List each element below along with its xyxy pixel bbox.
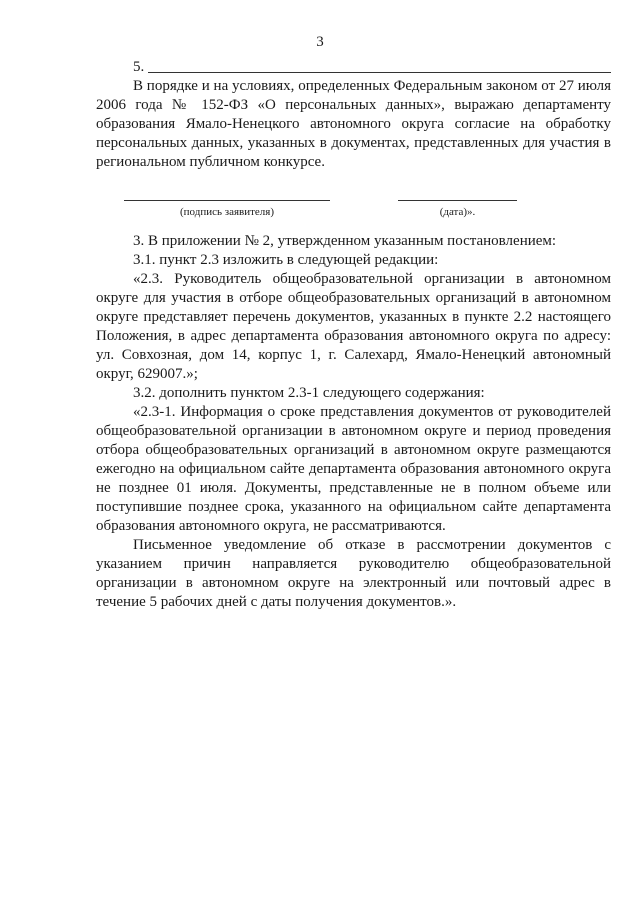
signature-caption: (подпись заявителя): [179, 206, 275, 218]
date-line: [398, 200, 517, 201]
consent-paragraph: В порядке и на условиях, определенных Федеральным законом от 27 июля 2006 года № 152-ФЗ «О персональных данных», выражаю департаменту образования Ямало-Ненецкого автономного округа согласие на обработку персональных данных, указанных в документах, представленных для участия в региональном публичном конкурсе.: [96, 78, 611, 170]
signature-block: [96, 184, 611, 224]
paragraph-3-1: 3.1. пункт 2.3 изложить в следующей редакции:: [133, 252, 439, 268]
paragraph-2-3-1-text: «2.3-1. Информация о сроке представления документов от руководителей общеобразовательной организации в автономном округе и период проведения отбора общеобразовательных организаций в автономном округе размещаются ежегодно на официальном сайте департамента образования автономного округа не позднее 01 июля. Документы, представленные не в полном объеме или поступившие позднее срока, указанного на официальном сайте департамента образования автономного округа, не рассматриваются.: [96, 404, 611, 534]
document-body: [96, 58, 611, 612]
paragraph-2-3-text: «2.3. Руководитель общеобразовательной организации в автономном округе для участия в отборе общеобразовательных организаций в автономном округе представляет перечень документов, указанных в пункте 2.2 настоящего Положения, в адрес департамента образования автономного округа по адресу: ул. Совхозная, дом 14, корпус 1, г. Салехард, Ямало-Ненецкий автономный округ, 629007.»;: [96, 271, 611, 382]
item-5-blank-line: [148, 72, 611, 73]
date-caption: (дата)».: [439, 206, 476, 218]
page-number: 3: [316, 34, 324, 50]
paragraph-3: 3. В приложении № 2, утвержденном указанным постановлением:: [133, 233, 557, 249]
signature-line: [124, 200, 330, 201]
item-5-number: 5.: [133, 59, 145, 75]
item-5-line: [96, 58, 611, 77]
paragraph-3-2: 3.2. дополнить пунктом 2.3-1 следующего содержания:: [133, 385, 485, 401]
paragraph-notice: Письменное уведомление об отказе в рассмотрении документов с указанием причин направляется руководителю общеобразовательной организации в автономном округе на электронный или почтовый адрес в течение 5 рабочих дней с даты получения документов.».: [96, 537, 611, 610]
